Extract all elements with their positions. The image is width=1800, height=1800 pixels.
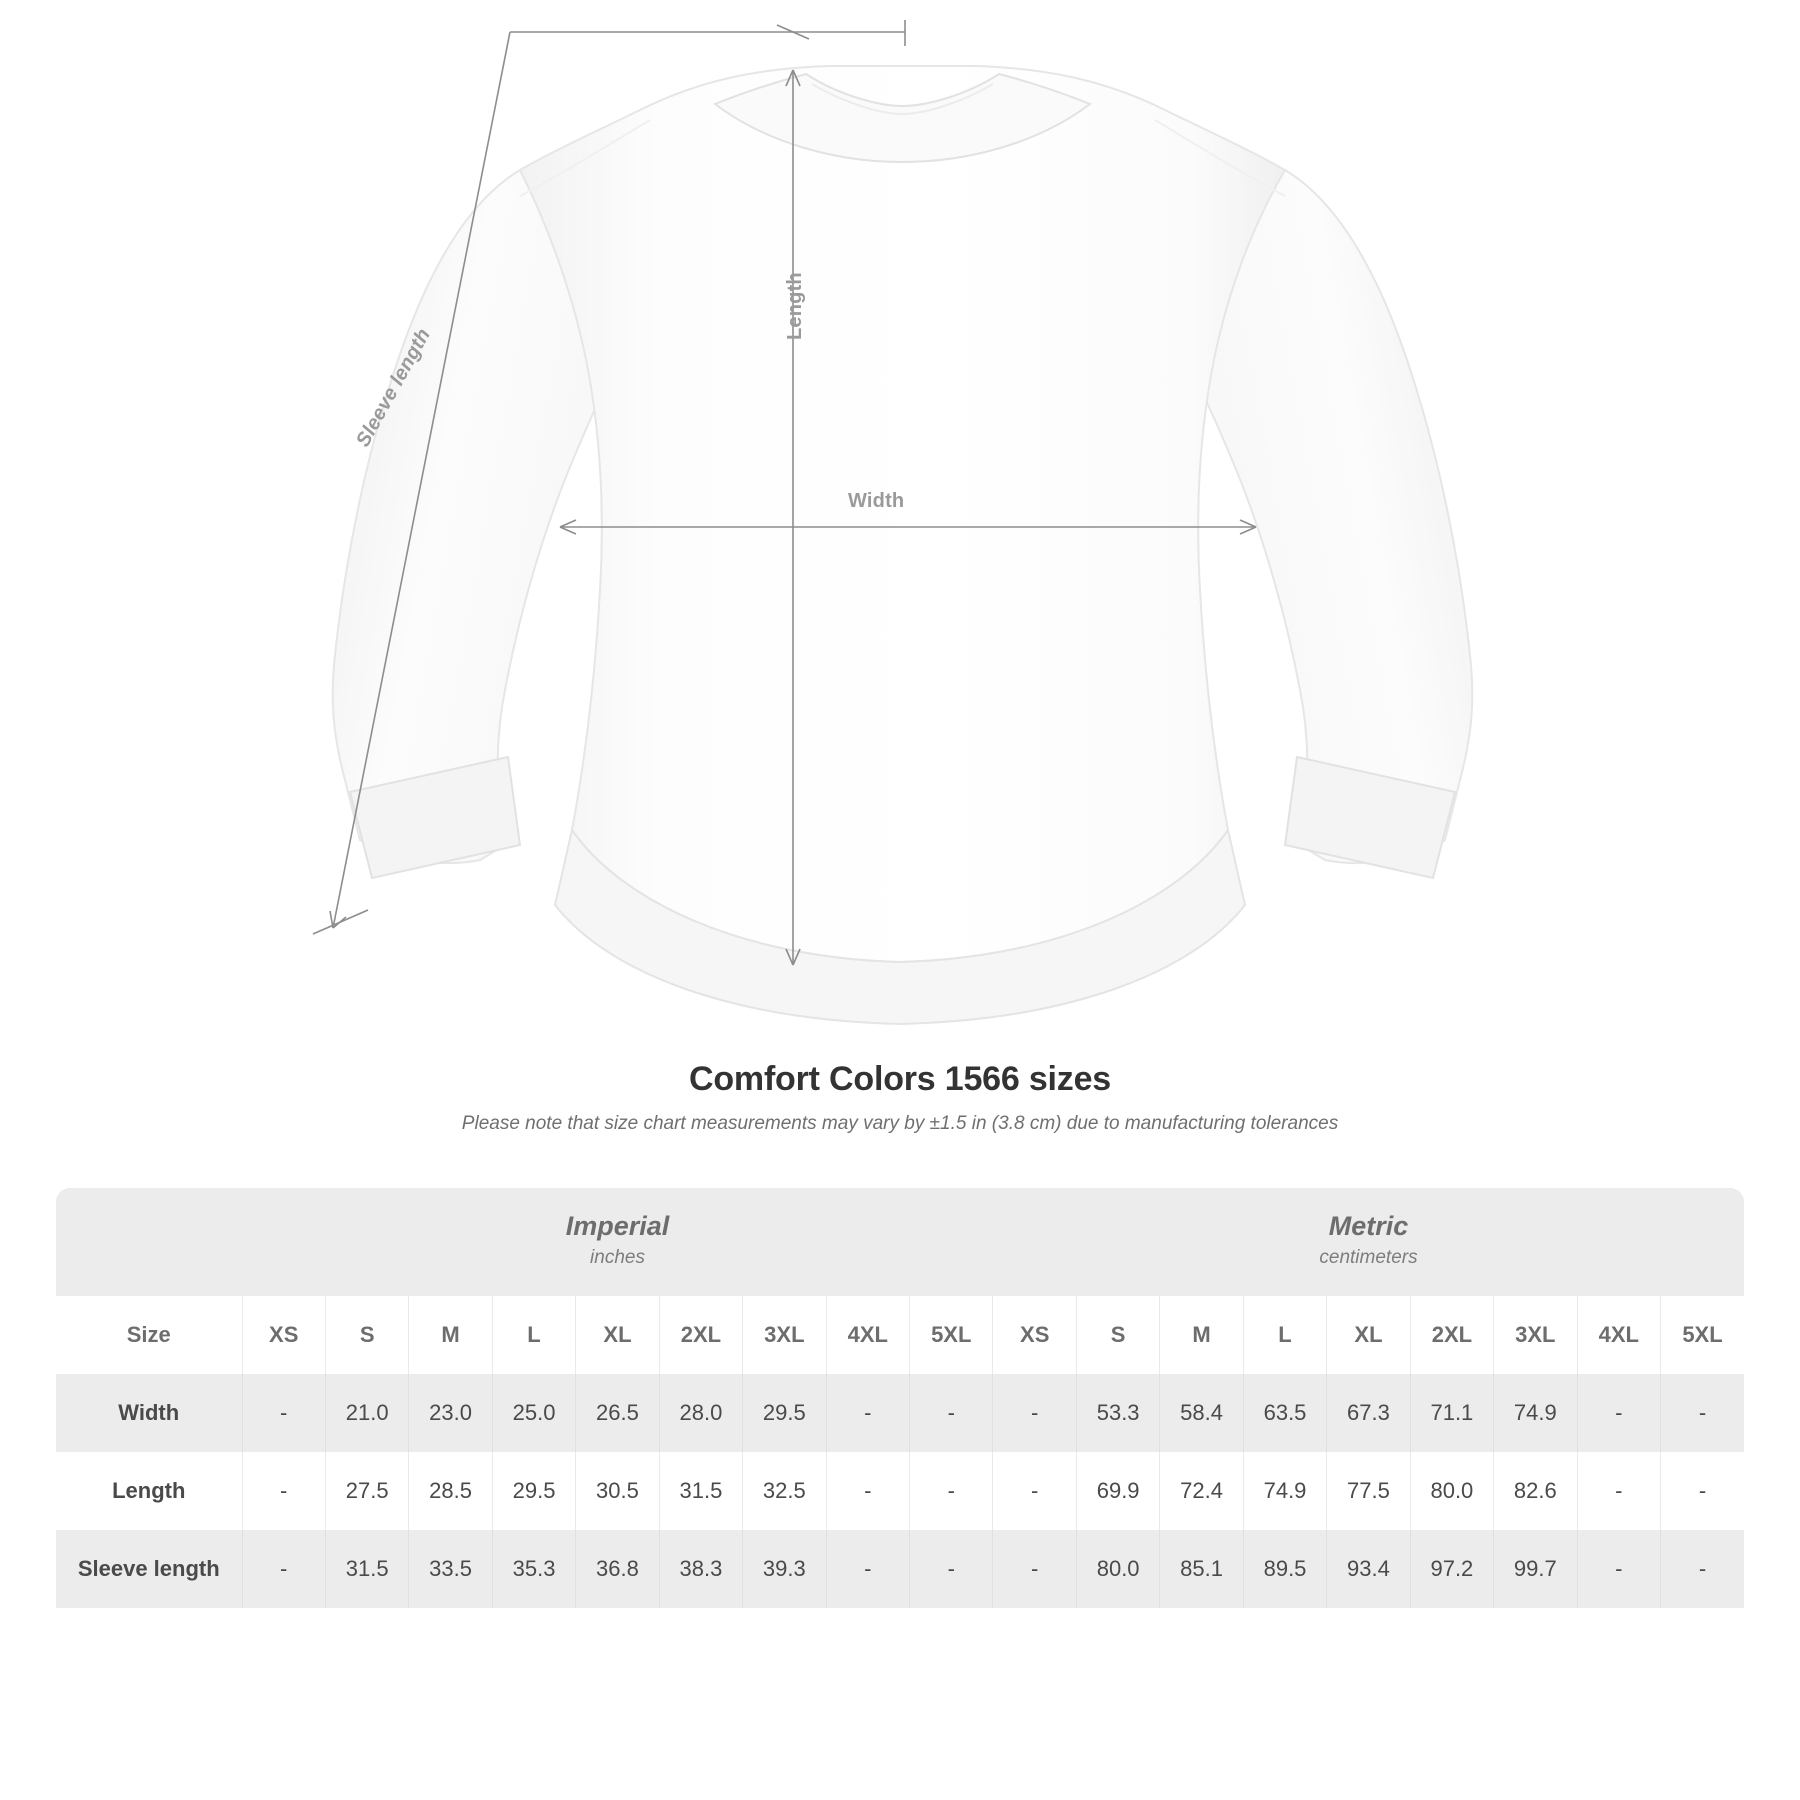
size-column-header: S (1076, 1296, 1159, 1374)
measurement-cell: 25.0 (492, 1374, 575, 1452)
measurement-cell: 21.0 (325, 1374, 408, 1452)
measurement-cell: - (1577, 1530, 1660, 1608)
unit-group-imperial (242, 1188, 993, 1296)
measurement-cell: 30.5 (576, 1452, 659, 1530)
size-column-header: 2XL (1410, 1296, 1493, 1374)
size-column-header: M (1160, 1296, 1243, 1374)
measurement-cell: - (1660, 1374, 1744, 1452)
measurement-cell: 85.1 (1160, 1530, 1243, 1608)
unit-group-name: Metric (1328, 1211, 1409, 1241)
measurement-cell: 58.4 (1160, 1374, 1243, 1452)
size-column-header: S (325, 1296, 408, 1374)
unit-header-row (56, 1188, 1744, 1296)
measurement-cell: 80.0 (1076, 1530, 1159, 1608)
width-dimension-label: Width (848, 490, 905, 512)
size-column-header: XS (242, 1296, 325, 1374)
unit-header-spacer (56, 1188, 242, 1296)
measurement-cell: - (910, 1530, 993, 1608)
tolerance-note: Please note that size chart measurements may vary by ±1.5 in (3.8 cm) due to manufacturing tolerances (461, 1113, 1339, 1134)
measurement-cell: - (993, 1374, 1076, 1452)
size-column-header: 5XL (910, 1296, 993, 1374)
measurement-cell: - (826, 1530, 909, 1608)
measurement-cell: - (826, 1374, 909, 1452)
size-header-cell: Size (56, 1296, 242, 1374)
sleeve-length-dimension-label: Sleeve length (352, 324, 436, 451)
measurement-cell: - (993, 1452, 1076, 1530)
table-row (56, 1530, 1744, 1608)
measurement-cell: 35.3 (492, 1530, 575, 1608)
measurement-cell: 89.5 (1243, 1530, 1326, 1608)
measurement-cell: - (242, 1530, 325, 1608)
size-column-header: 3XL (743, 1296, 826, 1374)
measurement-cell: 77.5 (1327, 1452, 1410, 1530)
measurement-cell: - (1577, 1374, 1660, 1452)
measurement-cell: 39.3 (743, 1530, 826, 1608)
measurement-cell: - (1577, 1452, 1660, 1530)
measurement-cell: 32.5 (743, 1452, 826, 1530)
unit-group-sub: inches (590, 1246, 645, 1268)
measurement-cell: 74.9 (1494, 1374, 1577, 1452)
size-column-header: 2XL (659, 1296, 742, 1374)
measurement-cell: 69.9 (1076, 1452, 1159, 1530)
measurement-cell: - (1660, 1530, 1744, 1608)
measurement-cell: - (242, 1452, 325, 1530)
size-header-row (56, 1296, 1744, 1374)
size-table (56, 1188, 1744, 1608)
row-label: Length (56, 1452, 242, 1530)
size-column-header: 3XL (1494, 1296, 1577, 1374)
measurement-cell: 29.5 (492, 1452, 575, 1530)
measurement-cell: 28.5 (409, 1452, 492, 1530)
measurement-cell: 28.0 (659, 1374, 742, 1452)
measurement-cell: 80.0 (1410, 1452, 1493, 1530)
page-title: Comfort Colors 1566 sizes (688, 1060, 1112, 1098)
measurement-cell: 63.5 (1243, 1374, 1326, 1452)
size-table-wrapper (56, 1188, 1744, 1608)
size-column-header: XS (993, 1296, 1076, 1374)
measurement-cell: 29.5 (743, 1374, 826, 1452)
unit-group-name: Imperial (565, 1211, 670, 1241)
measurement-cell: 26.5 (576, 1374, 659, 1452)
measurement-cell: 36.8 (576, 1530, 659, 1608)
unit-group-sub: centimeters (1319, 1246, 1418, 1268)
measurement-cell: - (910, 1374, 993, 1452)
table-row (56, 1452, 1744, 1530)
measurement-cell: 93.4 (1327, 1530, 1410, 1608)
size-column-header: L (1243, 1296, 1326, 1374)
size-column-header: 5XL (1660, 1296, 1744, 1374)
measurement-cell: 71.1 (1410, 1374, 1493, 1452)
length-dimension-label: Length (784, 272, 806, 340)
title-block (0, 1060, 1800, 1135)
measurement-cell: 53.3 (1076, 1374, 1159, 1452)
measurement-cell: 33.5 (409, 1530, 492, 1608)
size-column-header: XL (576, 1296, 659, 1374)
measurement-cell: 27.5 (325, 1452, 408, 1530)
size-column-header: 4XL (1577, 1296, 1660, 1374)
measurement-cell: - (910, 1452, 993, 1530)
measurement-cell: - (1660, 1452, 1744, 1530)
size-column-header: 4XL (826, 1296, 909, 1374)
measurement-cell: 67.3 (1327, 1374, 1410, 1452)
measurement-cell: 74.9 (1243, 1452, 1326, 1530)
size-column-header: M (409, 1296, 492, 1374)
measurement-cell: - (242, 1374, 325, 1452)
sweatshirt-shape (333, 66, 1473, 1024)
measurement-cell: 97.2 (1410, 1530, 1493, 1608)
unit-group-metric (993, 1188, 1744, 1296)
size-column-header: L (492, 1296, 575, 1374)
measurement-cell: 38.3 (659, 1530, 742, 1608)
measurement-cell: 23.0 (409, 1374, 492, 1452)
table-row (56, 1374, 1744, 1452)
row-label: Sleeve length (56, 1530, 242, 1608)
size-column-header: XL (1327, 1296, 1410, 1374)
measurement-cell: - (993, 1530, 1076, 1608)
measurement-cell: 99.7 (1494, 1530, 1577, 1608)
measurement-cell: - (826, 1452, 909, 1530)
row-label: Width (56, 1374, 242, 1452)
measurement-cell: 72.4 (1160, 1452, 1243, 1530)
measurement-cell: 82.6 (1494, 1452, 1577, 1530)
measurement-cell: 31.5 (659, 1452, 742, 1530)
measurement-cell: 31.5 (325, 1530, 408, 1608)
